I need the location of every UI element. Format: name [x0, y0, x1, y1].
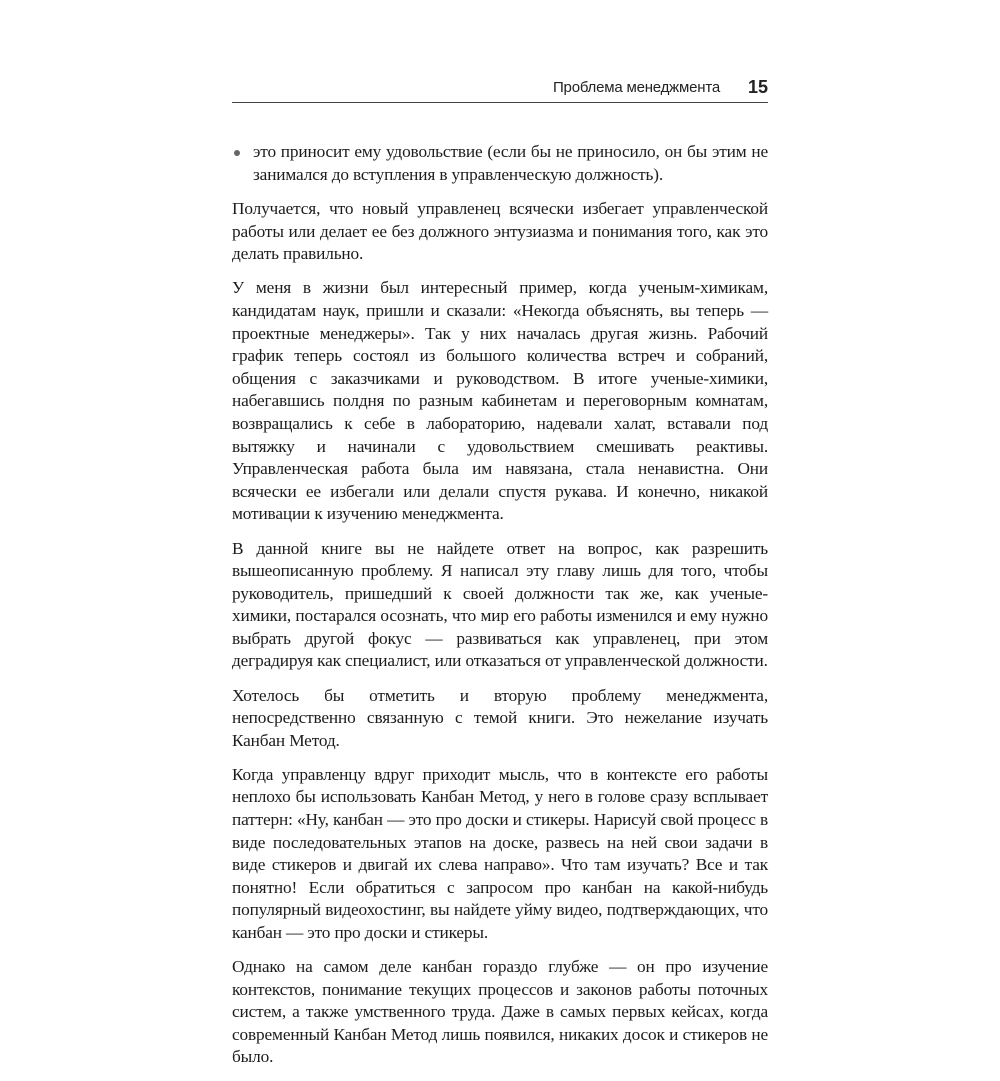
- paragraph-3: В данной книге вы не найдете ответ на вопрос, как разрешить вышеописанную проблему. Я написал эту главу лишь для того, чтобы руководитель, пришедший к своей должности так же, как ученые-химики, постарался осознать, что мир его работы изменился и ему нужно выбрать другой фокус — развиваться как управленец, при этом деградируя как специалист, или отказаться от управленческой должности.: [232, 538, 768, 671]
- running-header: [232, 78, 768, 103]
- paragraph-1: Получается, что новый управленец всячески избегает управленческой работы или делает ее без должного энтузиазма и понимания того, как это делать правильно.: [232, 199, 768, 264]
- paragraph-4: Хотелось бы отметить и вторую проблему менеджмента, непосредственно связанную с темой книги. Это нежелание изучать Канбан Метод.: [232, 685, 768, 750]
- page-number: 15: [747, 77, 768, 97]
- paragraph-6: Однако на самом деле канбан гораздо глубже — он про изучение контекстов, понимание текущих процессов и законов работы поточных систем, а также умственного труда. Даже в самых первых кейсах, когда современный Канбан Метод лишь появился, никаких досок и стикеров не было.: [232, 957, 768, 1067]
- paragraph-5: Когда управленцу вдруг приходит мысль, что в контексте его работы неплохо бы использовать Канбан Метод, у него в голове сразу всплывает паттерн: «Ну, канбан — это про доски и стикеры. Нарисуй свой процесс в виде последовательных этапов на доске, развесь на ней свои задачи в виде стикеров и двигай их слева направо». Что там изучать? Все и так понятно! Если обратиться с запросом про канбан на какой-нибудь популярный видеохостинг, вы найдете уйму видео, подтверждающих, что канбан — это про доски и стикеры.: [232, 764, 768, 942]
- bullet-text: это приносит ему удовольствие (если бы не приносило, он бы этим не занимался до вступления в управленческую должность).: [253, 142, 768, 184]
- chapter-title: Проблема менеджмента: [552, 79, 720, 96]
- page-body: [232, 141, 768, 1081]
- bullet-item: [232, 141, 768, 186]
- paragraph-2: У меня в жизни был интересный пример, когда ученым-химикам, кандидатам наук, пришли и сказали: «Некогда объяснять, вы теперь — проектные менеджеры». Так у них началась другая жизнь. Рабочий график теперь состоял из большого количества встреч и собраний, общения с заказчиками и руководством. В итоге ученые-химики, набегавшись полдня по разным кабинетам и переговорным комнатам, возвращались к себе в лабораторию, надевали халат, вставали под вытяжку и начинали с удовольствием смешивать реактивы. Управленческая работа была им навязана, стала ненавистна. Они всячески ее избегали или делали спустя рукава. И конечно, никакой мотивации к изучению менеджмента.: [232, 278, 768, 524]
- bullet-dot-icon: [234, 150, 240, 156]
